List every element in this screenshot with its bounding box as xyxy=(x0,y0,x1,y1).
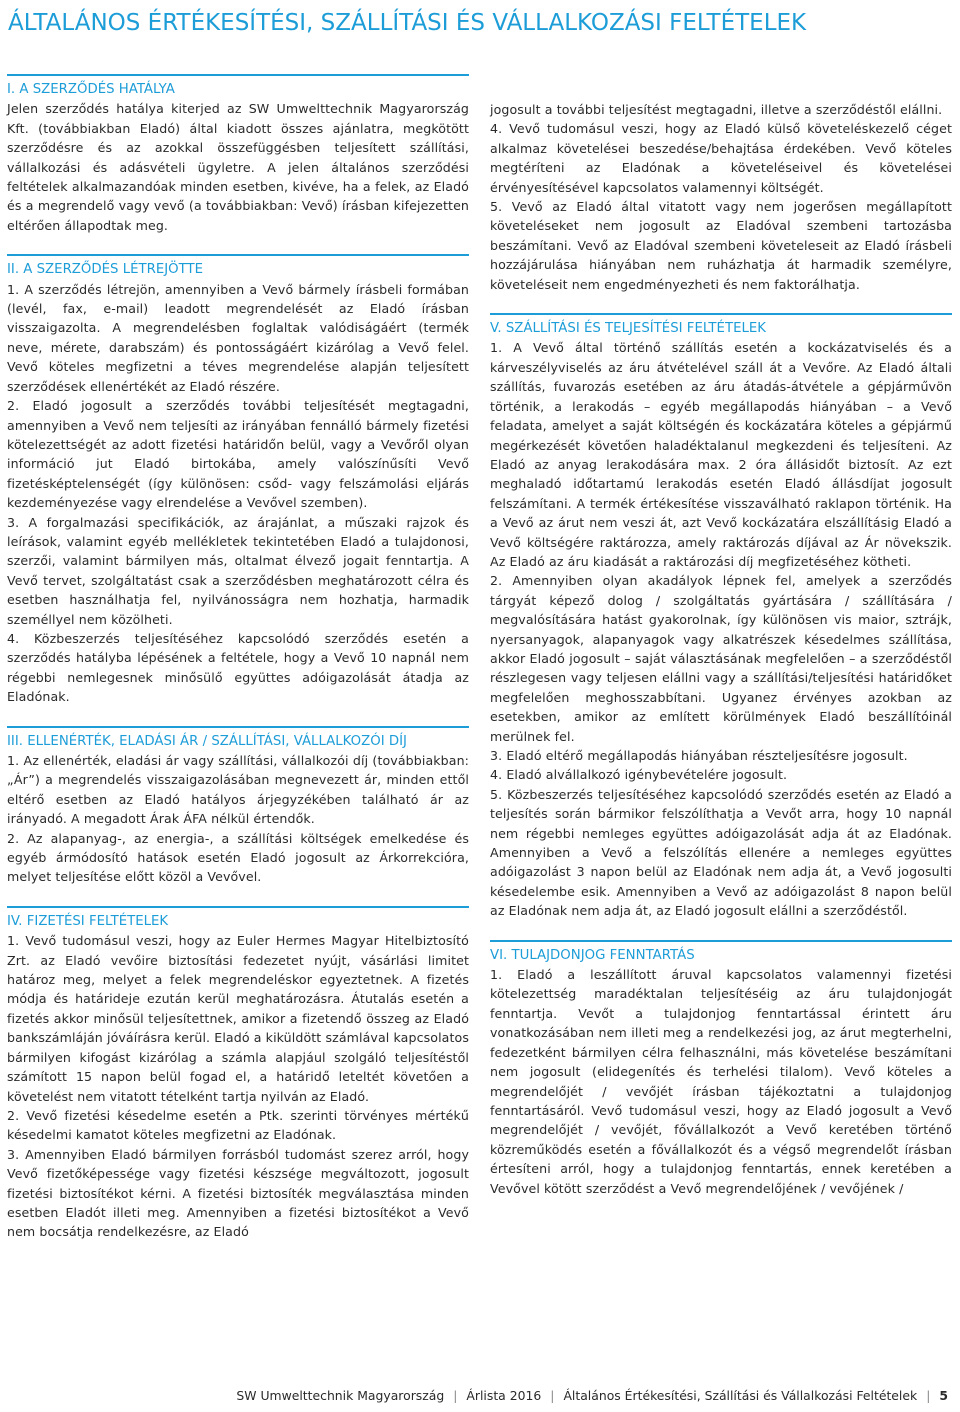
section-heading: VI. TULAJDONJOG FENNTARTÁS xyxy=(490,947,695,963)
section xyxy=(7,254,469,706)
paragraph: 1. A Vevő által történő szállítás esetén a kockázatviselés és a kárveszélyviselés az áru átvételével száll át a Vevőre. Az Eladó általi szállítás, fuvarozás esetében az áru átadás-átvétele a gépjárművön történik, a lerakodás – egyéb megállapodás hiányában – a Vevő feladata, amelyet a saját költségén és kockázatára köteles a gépjármű megérkezését követően haladéktalanul megkezdeni és teljesíteni. Az Eladó az anyag lerakodására max. 2 óra állásidőt biztosít. Az ezt meghaladó időtartamú lerakodás esetén Eladó állásdíjat jogosult felszámítani. A termék értékesítése visszaválható raklapon történik. Ha a Vevő az árut nem veszi át, azt Vevő kockázatára elszállításig Eladó a Vevő költségére raktározza, amely raktározás díjával az Ár növekszik. Az Eladó az áru kiadását a raktározási díj megfizetéséhez kötheti. xyxy=(490,340,952,569)
section-heading: V. SZÁLLÍTÁSI ÉS TELJESÍTÉSI FELTÉTELEK xyxy=(490,321,766,337)
paragraph: 3. Eladó eltérő megállapodás hiányában részteljesítésre jogosult. xyxy=(490,748,908,763)
footer-separator: | xyxy=(453,1388,458,1403)
paragraph: Jelen szerződés hatálya kiterjed az SW Umwelttechnik Magyarország Kft. (továbbiakban Eladó) által kiadott összes ajánlatra, megkötött szerződésre és az azokkal összefüggésben teljesített szállítási, vállalkozási és adásvételi ügyletre. A jelen általános szerződési feltételek alkalmazandóak minden esetben, kivéve, ha a felek, az Eladó és a megrendelő vagy vevő (a továbbiakban: Vevő) írásban kifejezetten eltérően állapodtak meg. xyxy=(7,101,469,233)
section-heading: III. ELLENÉRTÉK, ELADÁSI ÁR / SZÁLLÍTÁSI, VÁLLALKOZÓI DÍJ xyxy=(7,733,407,749)
section-heading: IV. FIZETÉSI FELTÉTELEK xyxy=(7,913,169,929)
paragraph: 4. Közbeszerzés teljesítéséhez kapcsolódó szerződés esetén a szerződés hatályba lépésének a feltétele, hogy a Vevő 10 napnál nem régebbi nemlegesnek minősülő együttes adóigazolását átadja az Eladónak. xyxy=(7,630,469,705)
paragraph: 5. Közbeszerzés teljesítéséhez kapcsolódó szerződés esetén az Eladó a teljesítés során bármikor felszólíthatja a Vevőt arra, hogy 10 napnál nem régebbi nemleges együttes adóigazolását adja át az Eladónak. Amennyiben a Vevő a felszólítás ellenére a nemleges együttes adóigazolást 3 napon belül az Eladónak nem adja át, a Vevő jogosulti késedelembe esik. Amennyiben a Vevő az adóigazolást 8 napon belül az Eladónak nem adja át, az Eladó jogosult elállni a szerződéstől. xyxy=(490,786,952,919)
paragraph: jogosult a további teljesítést megtagadni, illetve a szerződéstől elállni. xyxy=(490,102,943,117)
paragraph: 1. Vevő tudomásul veszi, hogy az Euler Hermes Magyar Hitelbiztosító Zrt. az Eladó vevőire biztosítási fedezetet nyújt, vásárlási limitet határoz meg, melyet a felek megrendeléskor egyeztetnek. A fizetés módja és határideje ezután kerül meghatározásra. Átutalás esetén a fizetés akkor minősül teljesítettnek, amikor a fizetendő összeg az Eladó bankszámláján jóváírásra kerül. Eladó a kiküldött számlával kapcsolatos bármilyen kifogást kizárólag a számla alapjául szolgáló teljesítéstől számított 15 napon belül fogad el, a határidő leteltét követően a követelést nem vitatott tételként tartja nyilván az Eladó. xyxy=(7,933,469,1104)
footer-company: SW Umwelttechnik Magyarország xyxy=(236,1388,445,1403)
paragraph: 3. Amennyiben Eladó bármilyen forrásból tudomást szerez arról, hogy Vevő fizetőképessége vagy fizetési készsége megváltozott, jogosult fizetési biztosítékot kérni. A fizetési biztosíték megválasztása minden esetben Eladót illeti meg. Amennyiben a fizetési biztosítékot a Vevő nem bocsátja rendelkezésre, az Eladó xyxy=(7,1146,469,1240)
paragraph: 4. Eladó alvállalkozó igénybevételére jogosult. xyxy=(490,767,788,783)
paragraph: 2. Vevő fizetési késedelme esetén a Ptk. szerinti törvényes mértékű késedelmi kamatot köteles megfizetni az Eladónak. xyxy=(7,1107,469,1143)
section-heading: II. A SZERZŐDÉS LÉTREJÖTTE xyxy=(7,262,204,278)
footer-section: Általános Értékesítési, Szállítási és Vállalkozási Feltételek xyxy=(563,1388,918,1403)
section xyxy=(490,940,952,1198)
section-divider xyxy=(7,906,469,908)
page-number: 5 xyxy=(939,1388,948,1403)
left-column xyxy=(7,74,469,1261)
section-heading: I. A SZERZŐDÉS HATÁLYA xyxy=(7,82,175,97)
page-title: ÁLTALÁNOS ÉRTÉKESÍTÉSI, SZÁLLÍTÁSI ÉS VÁLLALKOZÁSI FELTÉTELEK xyxy=(8,10,807,36)
right-column xyxy=(490,100,952,1217)
footer-separator: | xyxy=(926,1388,931,1403)
section-divider xyxy=(7,254,469,256)
paragraph: 2. Eladó jogosult a szerződés további teljesítését megtagadni, amennyiben a Vevő nem teljesíti az irányában fennálló bármely fizetési kötelezettségét az adott fizetési határidőn belül, vagy a Vevőről olyan információ jut Eladó birtokába, amely valószínűsíti Vevő fizetésképtelenségét (így különösen: csőd- vagy felszámolási eljárás kezdeményezése vagy elrendelése a Vevővel szemben). xyxy=(7,398,469,511)
section-divider xyxy=(490,313,952,315)
paragraph: 5. Vevő az Eladó által vitatott vagy nem jogerősen megállapított követeléseket nem jogosult az Eladóval szembeni tartozásba beszámítani. Vevő az Eladóval szembeni követeleseit az Eladó írásbeli hozzájárulása hiányában nem ruházhatja át harmadik személyre, követeléseit nem engedményezheti és nem faktorálhatja. xyxy=(490,199,952,292)
paragraph: 1. Az ellenérték, eladási ár vagy szállítási, vállalkozói díj (továbbiakban: „Ár”) a megrendelés visszaigazolásában megnevezett ár, minden ettől eltérő esetben az Eladó hatályos árjegyzékében található ár az irányadó. A megadott Árak ÁFA nélkül értendők. xyxy=(7,753,469,827)
section xyxy=(490,100,952,294)
paragraph: 1. Eladó a leszállított áruval kapcsolatos valamennyi fizetési kötelezettség maradéktalan teljesítéséig az áru tulajdonjogát fenntartja. Vevőt a tulajdonjog fenntartással érintett áru vonatkozásában nem illeti meg a rendelkezési jog, az árut megterhelni, fedezetként bármilyen célra felhasználni, más követelése beszámítani nem jogosult (elidegenítés és terhelési tilalom). Vevő köteles a megrendelőjét / vevőjét írásban tájékoztatni a tulajdonjog fenntartásáról. Vevő tudomásul veszi, hogy az Eladó jogosult a Vevő megrendelőjét / vevőjét, fővállalkozót a Vevő keretében történő közreműködés esetén a fővállalkozót és a végső megrendelőt írásban értesíteni arról, hogy a tulajdonjog fenntartás, ennek keretében a Vevővel kötött szerződést a Vevő megrendelőjének / vevőjének / xyxy=(490,967,952,1196)
paragraph: 1. A szerződés létrejön, amennyiben a Vevő bármely írásbeli formában (levél, fax, e-mail) leadott megrendelését az Eladó írásban visszaigazolta. A megrendelésben foglaltak valódiságáért (termék neve, mérete, darabszám) és pontosságáért kizárólag a Vevő felel. Vevő köteles megfizetni a téves megrendelése alapján teljesített szerződések ellenértékét az Eladó részére. xyxy=(7,281,469,394)
paragraph: 3. A forgalmazási specifikációk, az árajánlat, a műszaki rajzok és leírások, valamint egyéb mellékletek tekintetében Eladó a tulajdonosi, szerzői, valamint bármilyen más, oltalmat élvező jogait fenntartja. A Vevő tervet, szolgáltatást csak a szerződésben meghatározott célra és esetben használhatja fel, nyilvánosságra nem hozhatja, harmadik személlyel nem közölheti. xyxy=(7,514,469,627)
section xyxy=(7,726,469,887)
section xyxy=(7,74,469,235)
paragraph: 2. Az alapanyag-, az energia-, a szállítási költségek emelkedése és egyéb ármódosító hatások esetén Eladó jogosult az Árkorrekcióra, melyet teljesítése előtt közöl a Vevővel. xyxy=(7,830,469,885)
footer-document: Árlista 2016 xyxy=(466,1388,542,1403)
section-divider xyxy=(7,74,469,76)
section xyxy=(7,906,469,1242)
paragraph: 4. Vevő tudomásul veszi, hogy az Eladó külső követeléskezelő céget alkalmaz követelései beszedése/behajtása érdekében. Vevő köteles megtéríteni az Eladónak a követeléseivel és követelései érvényesítésével kapcsolatos valamennyi költségét. xyxy=(490,121,952,195)
section-divider xyxy=(7,726,469,728)
section xyxy=(490,313,952,921)
footer-separator: | xyxy=(550,1388,555,1403)
paragraph: 2. Amennyiben olyan akadályok lépnek fel, amelyek a szerződés tárgyát képező dolog / szolgáltatás gyártására / szállítására / megvalósítására hatást gyakorolnak, így különösen vis maior, sztrájk, nyersanyagok, alapanyagok vagy alkatrészek késedelmes szállítása, akkor Eladó jogosult – saját választásának megfelelően – a szerződéstől részlegesen vagy teljesen elállni vagy a szállítási/teljesítési határidőket megfelelően meghosszabbítani. Ugyanez érvényes azokban az esetekben, amikor az említett körülmények Eladó beszállítóinál merülnek fel. xyxy=(490,573,952,744)
page-footer xyxy=(236,1387,948,1405)
section-divider xyxy=(490,940,952,942)
